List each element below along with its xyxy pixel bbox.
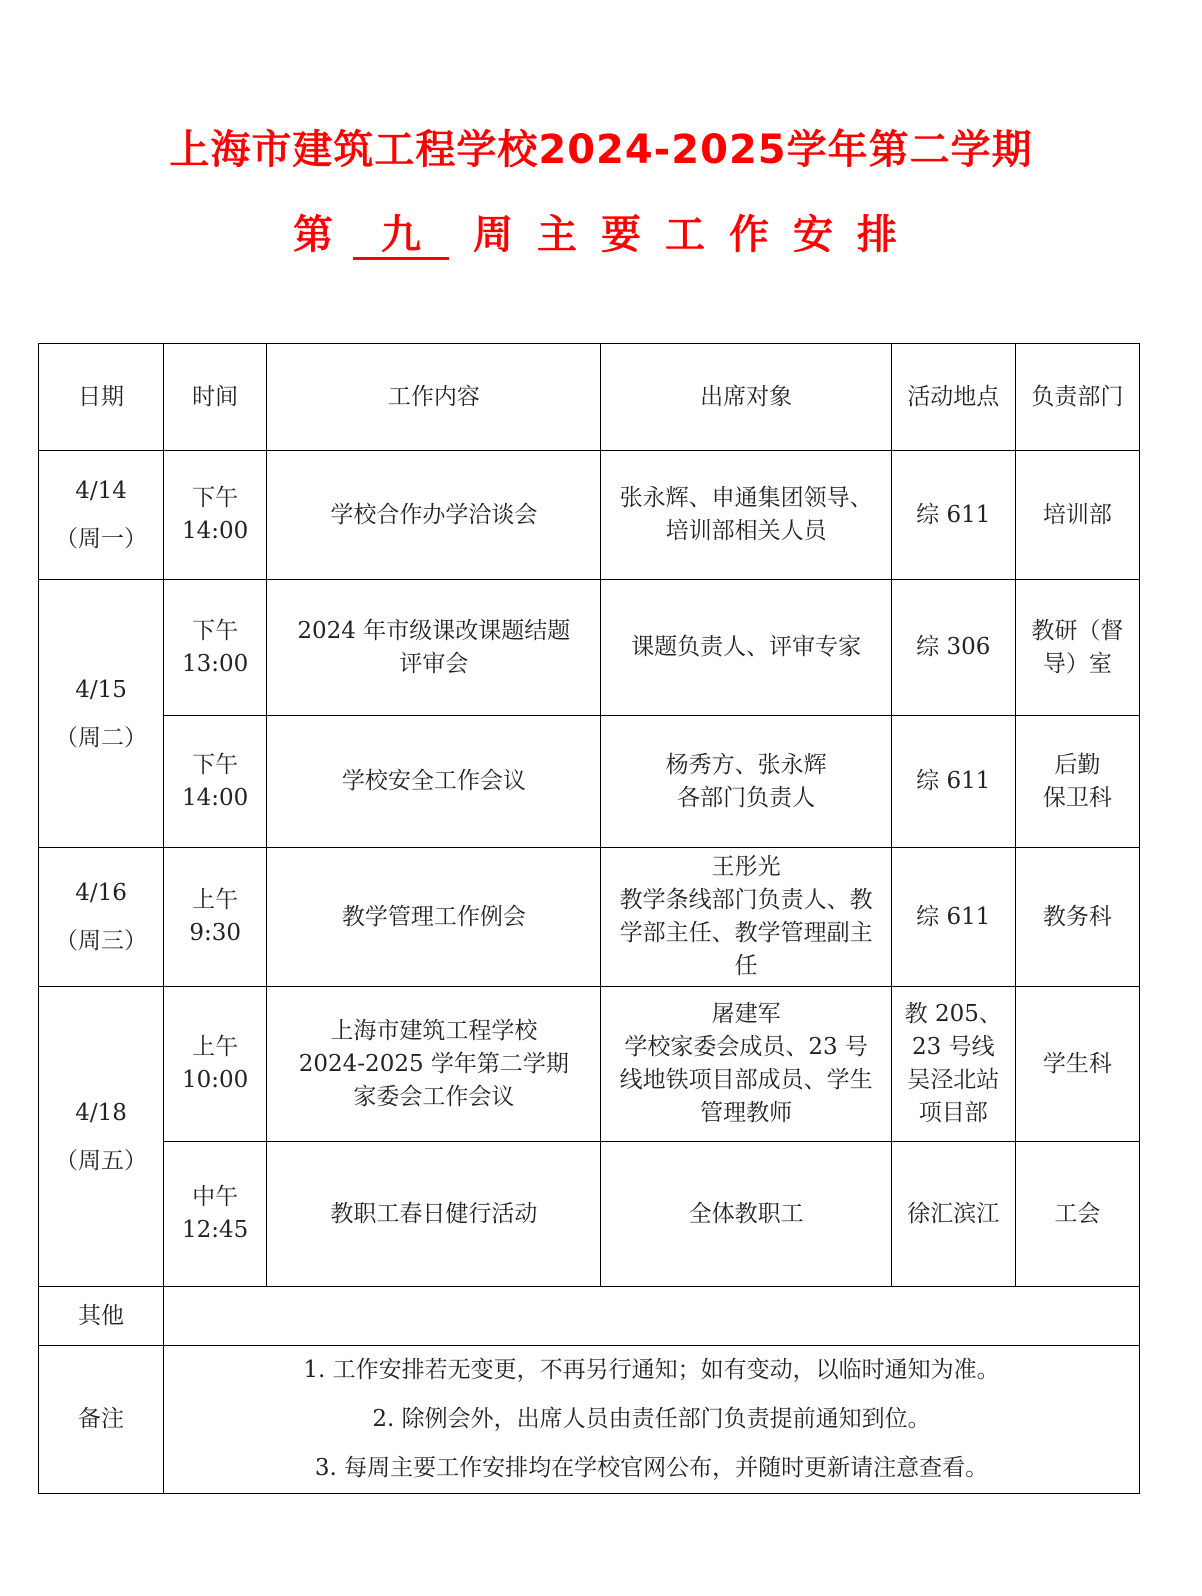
attendees-cell: 屠建军 学校家委会成员、23 号 线地铁项目部成员、学生 管理教师 (601, 987, 891, 1142)
header-row (39, 344, 1140, 451)
date-cell (39, 451, 164, 580)
weekday: （周二） (55, 724, 148, 751)
time-cell: 上午 9:30 (164, 848, 267, 987)
department-cell: 后勤 保卫科 (1015, 716, 1139, 848)
header-attendees: 出席对象 (601, 344, 891, 451)
location-cell: 综 611 (891, 716, 1015, 848)
header-location: 活动地点 (891, 344, 1015, 451)
header-date: 日期 (39, 344, 164, 451)
date: 4/14 (75, 478, 127, 504)
document-title: 上海市建筑工程学校2024-2025学年第二学期 (169, 127, 1033, 173)
table-row (39, 1142, 1140, 1287)
week-title-char: 主 (537, 212, 577, 258)
table-row (39, 716, 1140, 848)
location-cell: 徐汇滨江 (891, 1142, 1015, 1287)
attendees-cell: 全体教职工 (601, 1142, 891, 1287)
time-cell: 下午 14:00 (164, 451, 267, 580)
other-label: 其他 (39, 1287, 164, 1346)
location-cell: 综 611 (891, 451, 1015, 580)
content-cell: 学校合作办学洽谈会 (267, 451, 601, 580)
date-cell (39, 987, 164, 1287)
time-cell: 下午 14:00 (164, 716, 267, 848)
table-row (39, 451, 1140, 580)
attendees-cell: 杨秀方、张永辉 各部门负责人 (601, 716, 891, 848)
week-number: 九 (353, 213, 449, 260)
content-cell: 教学管理工作例会 (267, 848, 601, 987)
header-content: 工作内容 (267, 344, 601, 451)
week-title-char: 工 (665, 212, 705, 258)
date: 4/18 (75, 1099, 127, 1126)
week-title-char: 排 (857, 212, 897, 258)
time-cell: 下午 13:00 (164, 580, 267, 716)
remark-item: 2. 除例会外，出席人员由责任部门负责提前通知到位。 (372, 1406, 931, 1432)
attendees-cell: 张永辉、申通集团领导、 培训部相关人员 (601, 451, 891, 580)
remarks-row (39, 1346, 1140, 1494)
attendees-cell: 王彤光 教学条线部门负责人、教 学部主任、教学管理副主 任 (601, 848, 891, 987)
attendees-cell: 课题负责人、评审专家 (601, 580, 891, 716)
weekday: （周三） (55, 928, 148, 954)
schedule-table (38, 343, 1140, 1494)
table-row (39, 987, 1140, 1142)
week-title-char: 周 (473, 212, 513, 258)
date-cell (39, 848, 164, 987)
header-time: 时间 (164, 344, 267, 451)
week-title-char: 作 (729, 212, 769, 258)
remarks-list (164, 1346, 1140, 1494)
location-cell: 综 611 (891, 848, 1015, 987)
content-cell: 上海市建筑工程学校 2024-2025 学年第二学期 家委会工作会议 (267, 987, 601, 1142)
week-title (0, 203, 1202, 260)
remark-item: 1. 工作安排若无变更，不再另行通知；如有变动，以临时通知为准。 (303, 1357, 1000, 1383)
content-cell: 教职工春日健行活动 (267, 1142, 601, 1287)
week-title-char: 安 (793, 212, 833, 258)
content-cell: 学校安全工作会议 (267, 716, 601, 848)
week-title-char: 要 (601, 212, 641, 258)
remarks-label: 备注 (39, 1346, 164, 1494)
date: 4/16 (75, 880, 127, 906)
content-cell: 2024 年市级课改课题结题 评审会 (267, 580, 601, 716)
time-cell: 中午 12:45 (164, 1142, 267, 1287)
location-cell: 教 205、 23 号线 吴泾北站 项目部 (891, 987, 1015, 1142)
date: 4/15 (75, 676, 127, 703)
header-department: 负责部门 (1015, 344, 1139, 451)
table-row (39, 580, 1140, 716)
date-cell (39, 580, 164, 848)
weekday: （周一） (55, 526, 148, 552)
department-cell: 教务科 (1015, 848, 1139, 987)
department-cell: 培训部 (1015, 451, 1139, 580)
location-cell: 综 306 (891, 580, 1015, 716)
table-row (39, 848, 1140, 987)
department-cell: 学生科 (1015, 987, 1139, 1142)
time-cell: 上午 10:00 (164, 987, 267, 1142)
week-prefix: 第 (293, 212, 333, 258)
other-value (164, 1287, 1140, 1346)
department-cell: 教研（督 导）室 (1015, 580, 1139, 716)
weekday: （周五） (55, 1147, 148, 1174)
remark-item: 3. 每周主要工作安排均在学校官网公布，并随时更新请注意查看。 (314, 1455, 989, 1481)
department-cell: 工会 (1015, 1142, 1139, 1287)
other-row (39, 1287, 1140, 1346)
